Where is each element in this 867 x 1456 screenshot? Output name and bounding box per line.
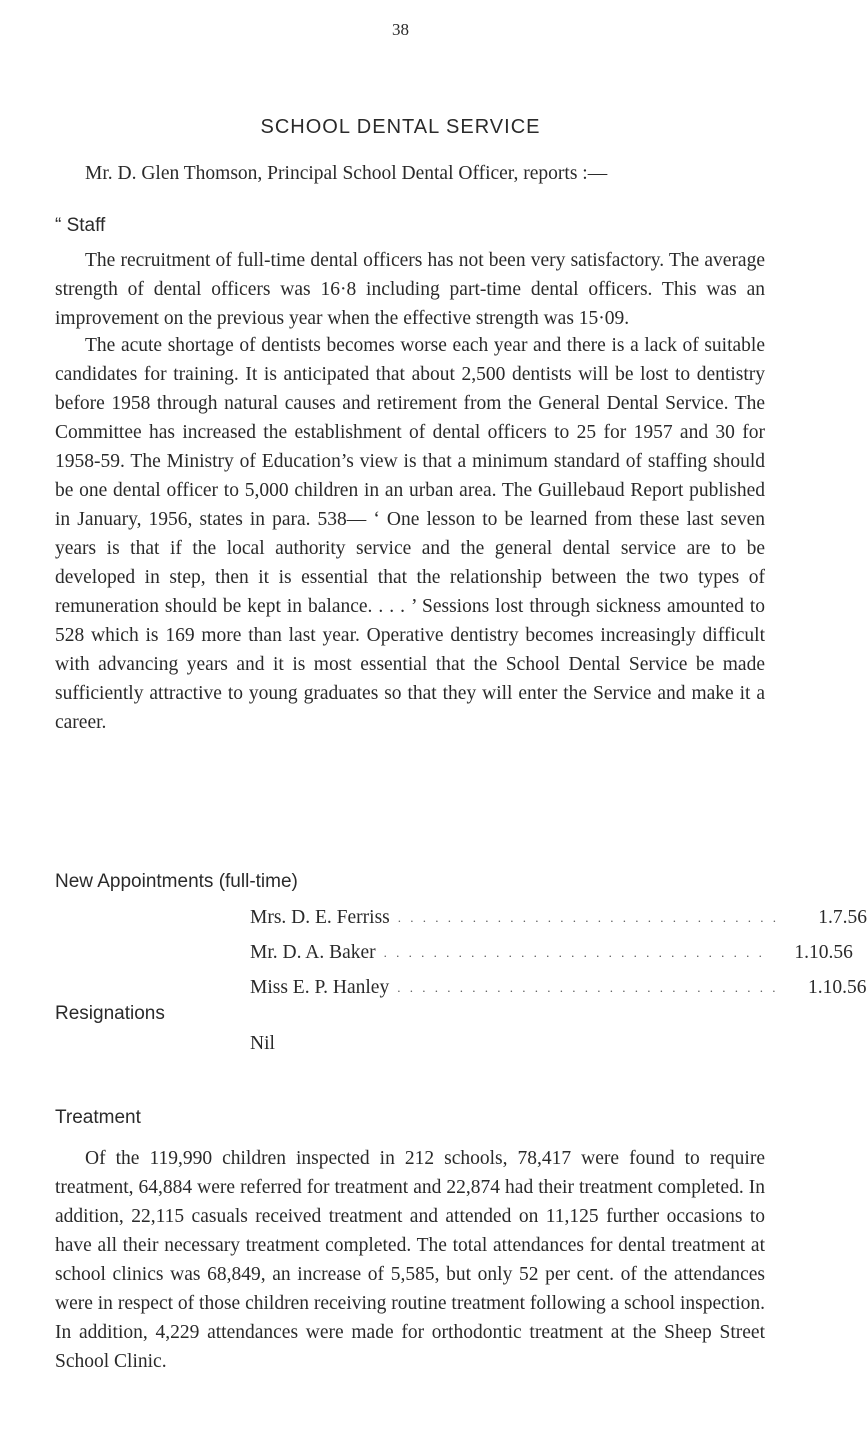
section-heading-treatment: Treatment <box>55 1107 141 1128</box>
appointment-name: Mrs. D. E. Ferriss <box>250 906 390 928</box>
appointment-name: Miss E. P. Hanley <box>250 976 390 998</box>
intro-line: Mr. D. Glen Thomson, Principal School Dental Officer, reports :— <box>85 163 608 184</box>
treatment-paragraph <box>55 1144 765 1376</box>
appointments-list <box>250 900 867 1005</box>
page-title: SCHOOL DENTAL SERVICE <box>260 116 541 138</box>
appointment-row <box>250 970 867 1005</box>
appointment-date: 1.10.56 <box>807 976 867 998</box>
section-heading-appointments: New Appointments (full-time) <box>55 871 298 892</box>
paragraph-text: The acute shortage of dentists becomes worse each year and there is a lack of suitable candidates for training. It is anticipated that about 2,500 dentists will be lost to dentistry before 1958 through natural causes and retirement from the General Dental Service. The Committee has increased the establishment of dental officers to 25 for 1957 and 30 for 1958-59. The Ministry of Education’s view is that a minimum standard of staffing should be one dental officer to 5,000 children in an urban area. The Guillebaud Report published in January, 1956, states in para. 538— ‘ One lesson to be learned from these last seven years is that if the local authority service and the general dental service are to be developed in step, then it is essential that the relationship between the two types of remuneration should be kept in balance. . . . ’ Sessions lost through sickness amounted to 528 which is 169 more than last year. Operative dentistry becomes increasingly difficult with advancing years and it is most essential that the School Dental Service be made sufficiently attractive to young graduates so that they will enter the Service and make it a career. <box>55 335 765 733</box>
leader-dots: . . . . . . . . . . . . . . . . . . . . . . . . . . . . . . . <box>397 909 779 925</box>
appointment-row <box>250 935 853 970</box>
staff-paragraph-2 <box>55 331 765 737</box>
appointment-date: 1.7.56 <box>818 906 867 928</box>
appointment-name: Mr. D. A. Baker <box>250 941 376 963</box>
leader-dots: . . . . . . . . . . . . . . . . . . . . . . . . . . . . . . . <box>397 979 779 995</box>
paragraph-text: The recruitment of full-time dental officers has not been very satisfactory. The average strength of dental officers was 16·8 including part-time dental officers. This was an improvement on the previous year when the effective strength was 15·09. <box>55 250 765 329</box>
page-number: 38 <box>392 20 409 39</box>
resignations-value: Nil <box>250 1033 275 1054</box>
leader-dots: . . . . . . . . . . . . . . . . . . . . . . . . . . . . . . . <box>383 944 765 960</box>
paragraph-text: Of the 119,990 children inspected in 212 schools, 78,417 were found to require treatment, 64,884 were referred for treatment and 22,874 had their treatment completed. In addition, 22,115 casuals received treatment and attended on 11,125 further occasions to have all their necessary treatment completed. The total attendances for dental treatment at school clinics was 68,849, an increase of 5,585, but only 52 per cent. of the attendances were in respect of those children receiving routine treatment following a school inspection. In addition, 4,229 attendances were made for orthodontic treatment at the Sheep Street School Clinic. <box>55 1148 765 1372</box>
staff-paragraph-1 <box>55 246 765 333</box>
appointment-date: 1.10.56 <box>794 941 853 963</box>
appointment-row <box>250 900 867 935</box>
section-heading-staff: “ Staff <box>55 215 106 236</box>
section-heading-resignations: Resignations <box>55 1003 165 1024</box>
